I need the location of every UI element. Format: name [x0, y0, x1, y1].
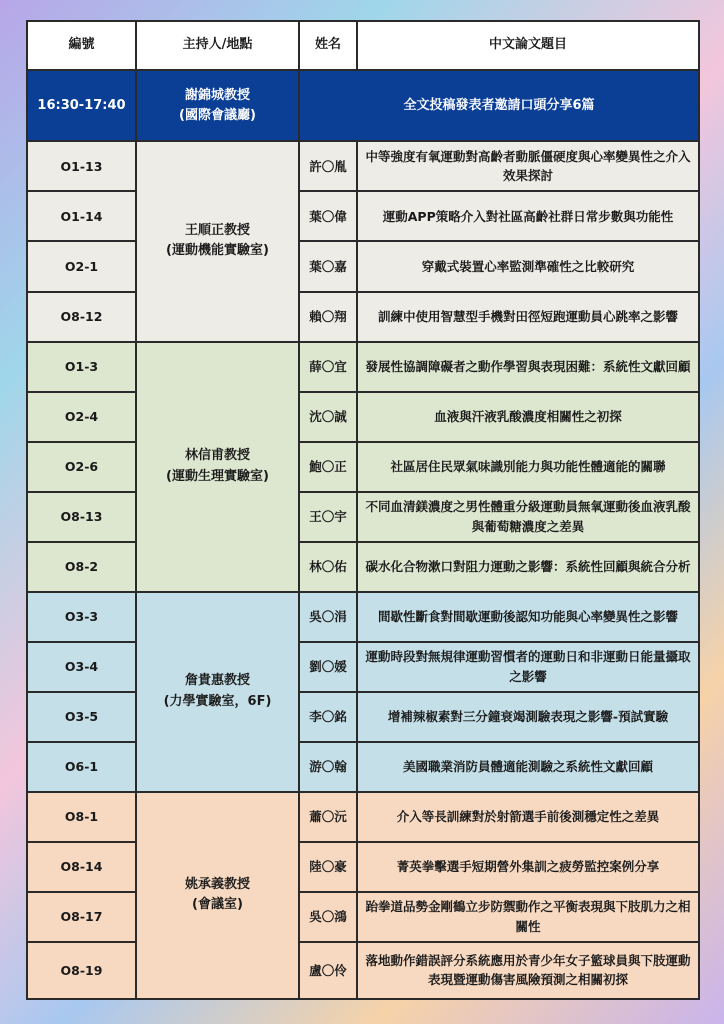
presenter-name: 王〇宇 — [299, 492, 357, 542]
table-row — [27, 292, 699, 342]
table-row — [27, 492, 699, 542]
presenter-name: 賴〇翔 — [299, 292, 357, 342]
group-location: (運動機能實驗室) — [166, 243, 269, 259]
table-row — [27, 592, 699, 642]
paper-code: O2-6 — [27, 442, 136, 492]
presenter-name: 劉〇媛 — [299, 642, 357, 692]
presenter-name: 林〇佑 — [299, 542, 357, 592]
paper-code: O8-19 — [27, 942, 136, 999]
paper-title: 跆拳道品勢金剛鶴立步防禦動作之平衡表現與下肢肌力之相關性 — [357, 892, 699, 942]
paper-code: O1-13 — [27, 141, 136, 191]
table-row — [27, 792, 699, 842]
group-host-cell — [136, 342, 299, 592]
table-header-row — [27, 21, 699, 70]
paper-title: 血液與汗液乳酸濃度相關性之初探 — [357, 392, 699, 442]
header-code: 編號 — [27, 21, 136, 70]
paper-title: 中等強度有氧運動對高齡者動脈僵硬度與心率變異性之介入效果探討 — [357, 141, 699, 191]
group-host: 林信甫教授 — [184, 448, 250, 464]
table-row — [27, 942, 699, 999]
paper-code: O8-1 — [27, 792, 136, 842]
paper-code: O6-1 — [27, 742, 136, 792]
table-row — [27, 542, 699, 592]
table-row — [27, 342, 699, 392]
table-row — [27, 842, 699, 892]
presenter-name: 沈〇誠 — [299, 392, 357, 442]
group-host: 姚承義教授 — [184, 877, 250, 893]
table-row — [27, 742, 699, 792]
group-host-cell — [136, 141, 299, 341]
presenter-name: 鮑〇正 — [299, 442, 357, 492]
presenter-name: 葉〇偉 — [299, 191, 357, 241]
paper-title: 訓練中使用智慧型手機對田徑短跑運動員心跳率之影響 — [357, 292, 699, 342]
paper-title: 穿戴式裝置心率監測準確性之比較研究 — [357, 241, 699, 291]
table-row — [27, 241, 699, 291]
presenter-name: 陸〇豪 — [299, 842, 357, 892]
schedule-table — [26, 20, 700, 1000]
paper-title: 運動APP策略介入對社區高齡社群日常步數與功能性 — [357, 191, 699, 241]
group-host: 王順正教授 — [184, 223, 250, 239]
presenter-name: 蕭〇沅 — [299, 792, 357, 842]
presenter-name: 吳〇鴻 — [299, 892, 357, 942]
paper-code: O1-3 — [27, 342, 136, 392]
paper-code: O8-12 — [27, 292, 136, 342]
group-host-cell — [136, 592, 299, 792]
paper-code: O2-1 — [27, 241, 136, 291]
paper-title: 運動時段對無規律運動習慣者的運動日和非運動日能量攝取之影響 — [357, 642, 699, 692]
paper-code: O3-4 — [27, 642, 136, 692]
table-row — [27, 642, 699, 692]
group-host-cell — [136, 792, 299, 999]
table-row — [27, 892, 699, 942]
paper-title: 社區居住民眾氣味識別能力與功能性體適能的關聯 — [357, 442, 699, 492]
session-host: 謝錦城教授 — [184, 87, 250, 103]
schedule-card — [26, 20, 698, 1000]
paper-title: 增補辣椒素對三分鐘衰竭測驗表現之影響-預試實驗 — [357, 692, 699, 742]
paper-title: 介入等長訓練對於射箭選手前後測穩定性之差異 — [357, 792, 699, 842]
table-row — [27, 392, 699, 442]
presenter-name: 吳〇涓 — [299, 592, 357, 642]
presenter-name: 許〇胤 — [299, 141, 357, 191]
group-host: 詹貴惠教授 — [184, 673, 250, 689]
table-row — [27, 141, 699, 191]
table-row — [27, 692, 699, 742]
paper-code: O8-13 — [27, 492, 136, 542]
header-host: 主持人/地點 — [136, 21, 299, 70]
paper-code: O1-14 — [27, 191, 136, 241]
paper-code: O8-17 — [27, 892, 136, 942]
presenter-name: 薛〇宜 — [299, 342, 357, 392]
header-name: 姓名 — [299, 21, 357, 70]
group-location: (力學實驗室，6F) — [163, 693, 272, 709]
table-row — [27, 442, 699, 492]
paper-title: 間歇性斷食對間歇運動後認知功能與心率變異性之影響 — [357, 592, 699, 642]
paper-code: O3-5 — [27, 692, 136, 742]
header-title: 中文論文題目 — [357, 21, 699, 70]
group-location: (會議室) — [192, 897, 243, 913]
paper-code: O2-4 — [27, 392, 136, 442]
group-location: (運動生理實驗室) — [166, 468, 269, 484]
paper-code: O3-3 — [27, 592, 136, 642]
presenter-name: 游〇翰 — [299, 742, 357, 792]
session-description: 全文投稿發表者邀請口頭分享6篇 — [299, 70, 699, 141]
table-row — [27, 191, 699, 241]
session-row — [27, 70, 699, 141]
paper-title: 碳水化合物漱口對阻力運動之影響：系統性回顧與統合分析 — [357, 542, 699, 592]
presenter-name: 李〇銘 — [299, 692, 357, 742]
paper-title: 落地動作錯誤評分系統應用於青少年女子籃球員與下肢運動表現暨運動傷害風險預測之相關初探 — [357, 942, 699, 999]
session-host-cell — [136, 70, 299, 141]
paper-title: 菁英拳擊選手短期營外集訓之疲勞監控案例分享 — [357, 842, 699, 892]
presenter-name: 葉〇嘉 — [299, 241, 357, 291]
paper-code: O8-14 — [27, 842, 136, 892]
paper-title: 不同血清鎂濃度之男性體重分級運動員無氧運動後血液乳酸與葡萄糖濃度之差異 — [357, 492, 699, 542]
paper-title: 發展性協調障礙者之動作學習與表現困難：系統性文獻回顧 — [357, 342, 699, 392]
paper-title: 美國職業消防員體適能測驗之系統性文獻回顧 — [357, 742, 699, 792]
session-location: (國際會議廳) — [179, 107, 256, 123]
paper-code: O8-2 — [27, 542, 136, 592]
presenter-name: 盧〇伶 — [299, 942, 357, 999]
session-time: 16:30-17:40 — [27, 70, 136, 141]
